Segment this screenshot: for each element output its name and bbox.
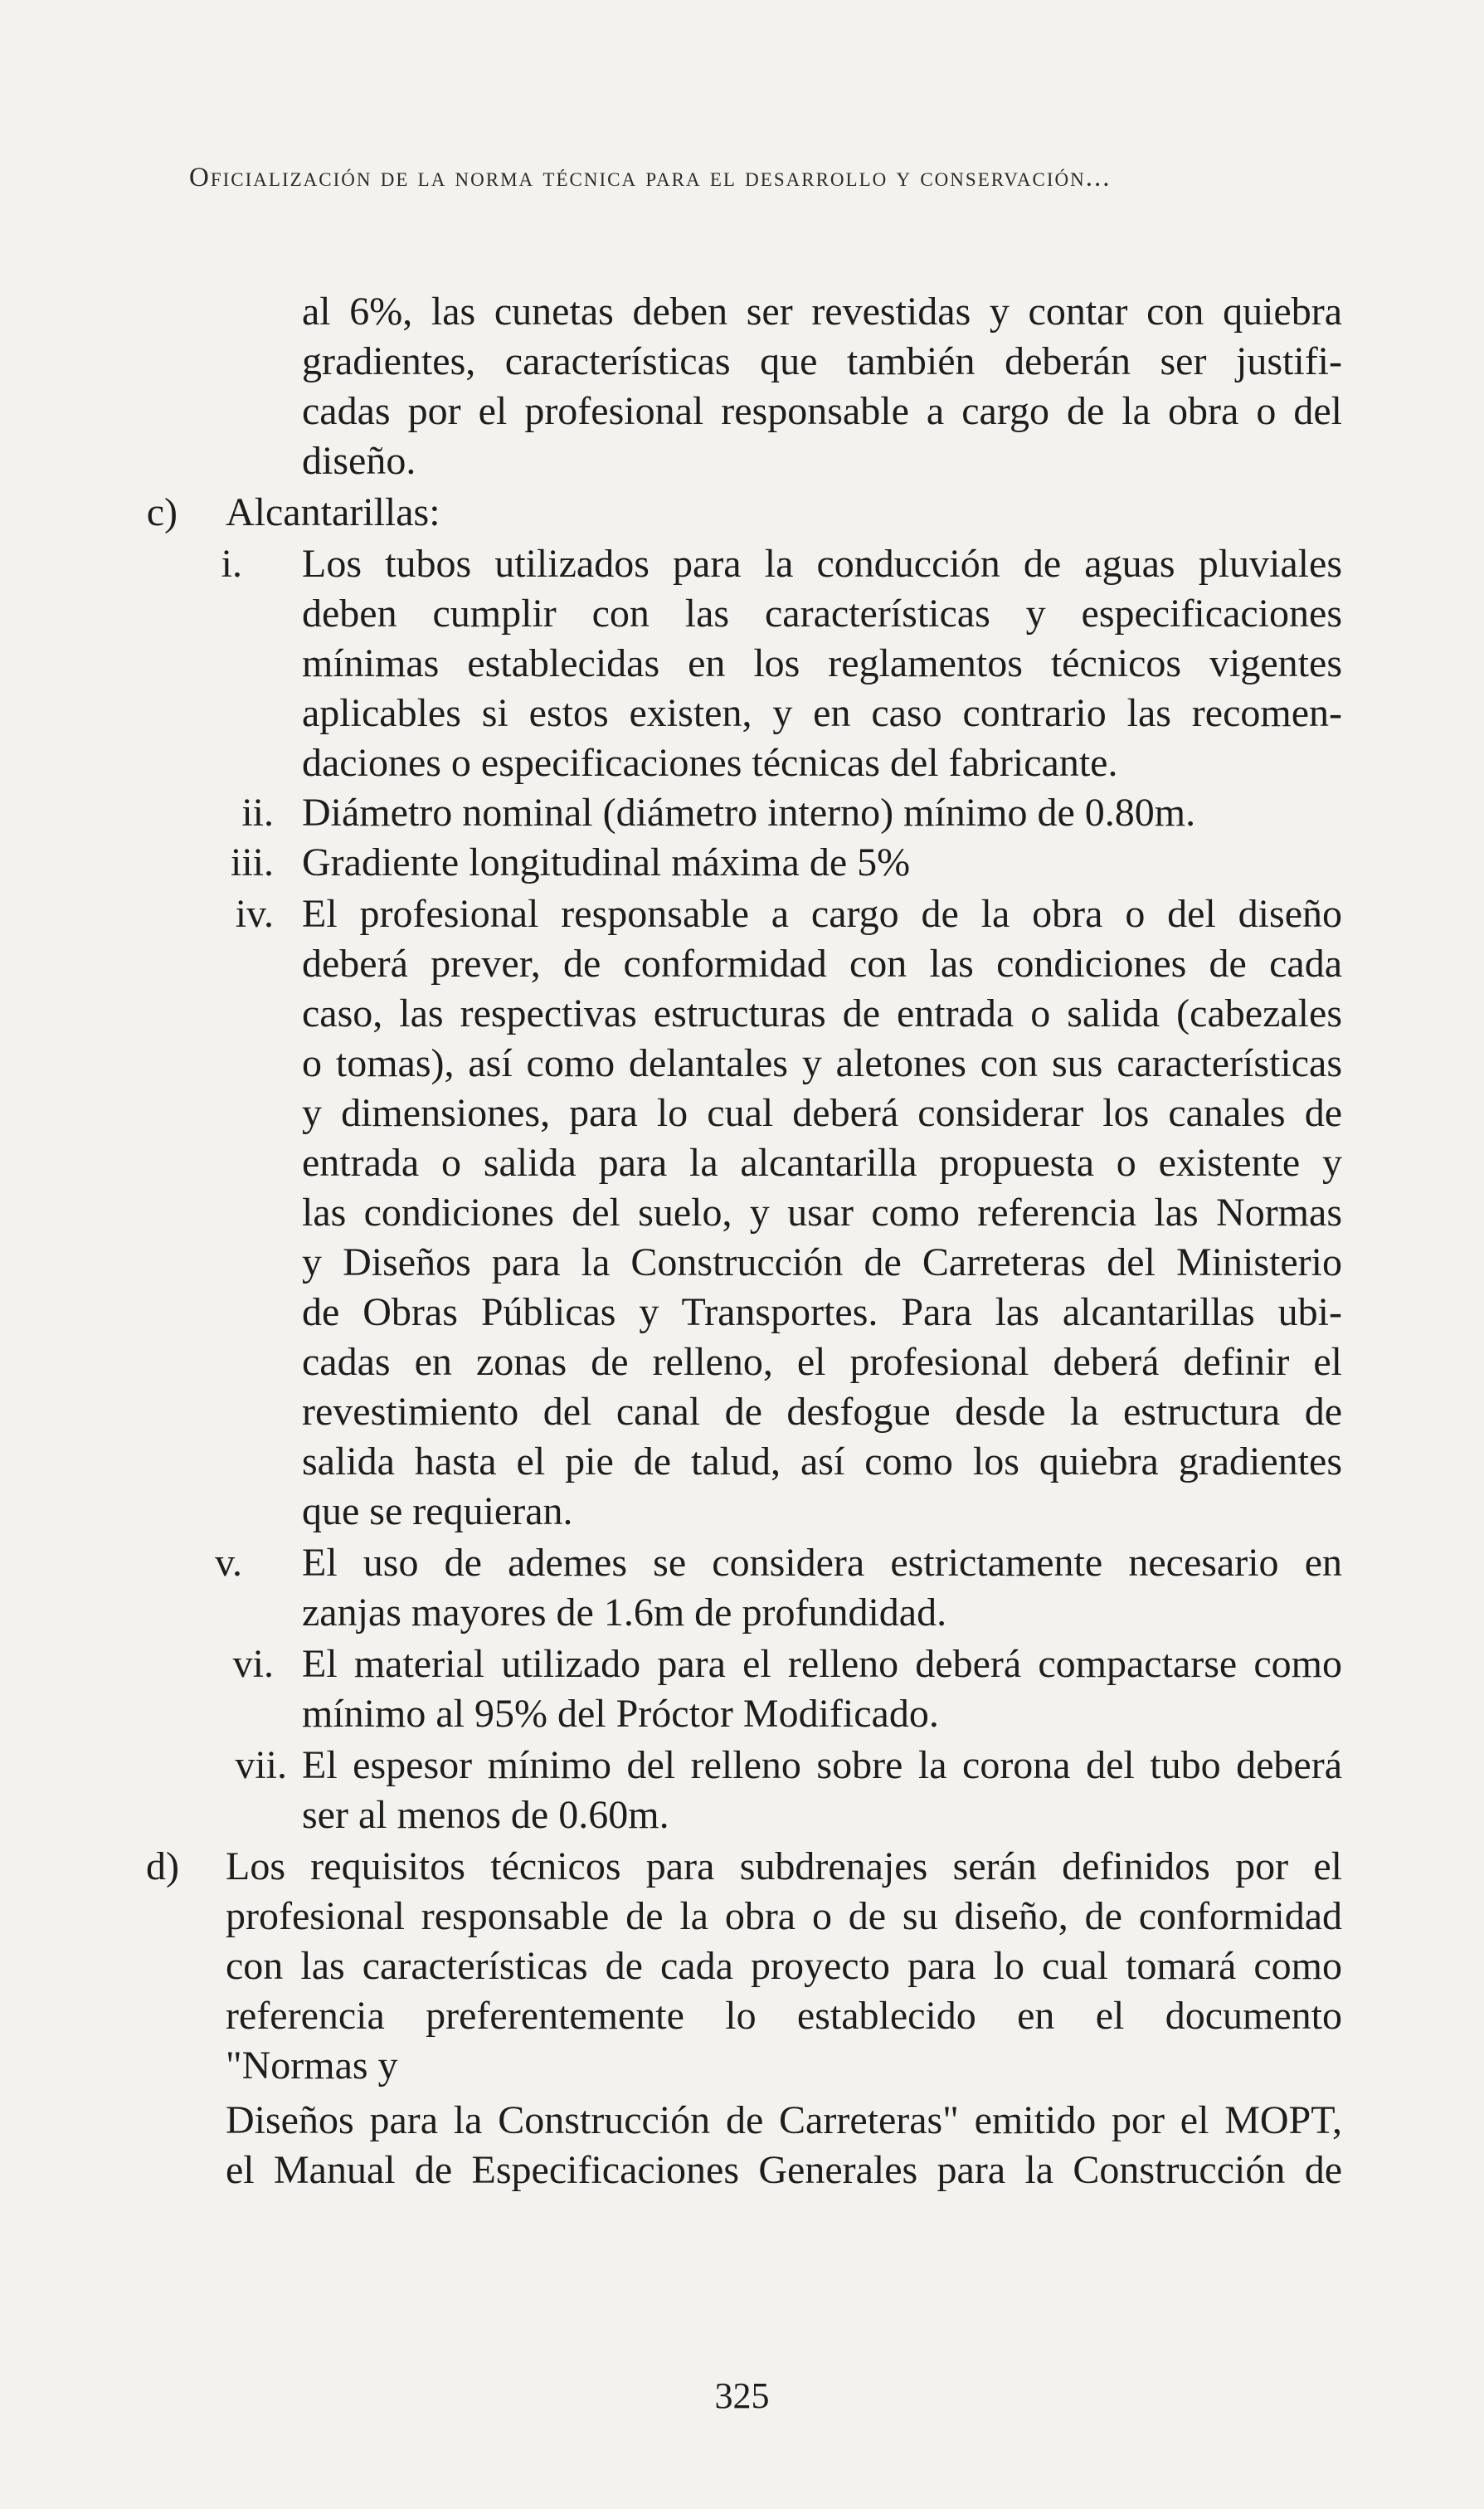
list-marker: c) [146,490,178,534]
text-line: Diámetro nominal (diámetro interno) mínimo de 0.80m. [302,791,1196,835]
text-line: o tomas), así como delantales y aletones con sus características [302,1041,1342,1085]
list-marker: v. [215,1541,242,1585]
text-line: cadas en zonas de relleno, el profesional deberá definir el [302,1340,1342,1384]
section-title: Alcantarillas: [226,490,440,534]
text-line: zanjas mayores de 1.6m de profundidad. [302,1591,947,1635]
text-line: Diseños para la Construcción de Carreteras" emitido por el MOPT, [226,2098,1342,2142]
text-line: y dimensiones, para lo cual deberá considerar los canales de [302,1091,1342,1135]
text-line: deben cumplir con las características y especificaciones [302,592,1342,636]
text-line: gradientes, características que también deberán ser justifi- [302,339,1342,383]
text-line: las condiciones del suelo, y usar como referencia las Normas [302,1191,1342,1235]
text-line: de Obras Públicas y Transportes. Para las alcantarillas ubi- [302,1290,1342,1334]
running-header: Oficialización de la norma técnica para el desarrollo y conservación... [189,163,1112,192]
list-marker: iv. [235,892,274,936]
text-line: El profesional responsable a cargo de la obra o del diseño [302,892,1342,936]
list-marker: d) [146,1844,179,1888]
text-line: Los requisitos técnicos para subdrenajes serán definidos por el [226,1844,1342,1888]
text-line: revestimiento del canal de desfogue desde la estructura de [302,1390,1342,1434]
text-line: "Normas y [226,2044,398,2088]
text-line: El material utilizado para el relleno deberá compactarse como [302,1642,1342,1686]
list-marker: ii. [241,791,274,835]
text-line: El uso de ademes se considera estrictamente necesario en [302,1541,1342,1585]
text-line: caso, las respectivas estructuras de entrada o salida (cabezales [302,991,1342,1035]
text-line: profesional responsable de la obra o de su diseño, de conformidad [226,1894,1342,1938]
text-line: cadas por el profesional responsable a cargo de la obra o del [302,389,1342,433]
text-line: ser al menos de 0.60m. [302,1793,669,1837]
text-line: El espesor mínimo del relleno sobre la corona del tubo deberá [302,1743,1342,1787]
text-line: el Manual de Especificaciones Generales para la Construcción de [226,2148,1342,2192]
text-line: aplicables si estos existen, y en caso contrario las recomen- [302,691,1342,735]
list-marker: i. [221,542,242,586]
list-marker: iii. [230,840,274,884]
text-line: Gradiente longitudinal máxima de 5% [302,840,911,884]
text-line: diseño. [302,439,416,483]
text-line: salida hasta el pie de talud, así como los quiebra gradientes [302,1440,1342,1483]
text-line: con las características de cada proyecto para lo cual tomará como [226,1944,1342,1988]
text-line: y Diseños para la Construcción de Carreteras del Ministerio [302,1240,1342,1284]
text-line: daciones o especificaciones técnicas del fabricante. [302,741,1118,785]
list-marker: vi. [232,1642,274,1686]
text-line: Los tubos utilizados para la conducción de aguas pluviales [302,542,1342,586]
text-line: entrada o salida para la alcantarilla propuesta o existente y [302,1141,1342,1185]
list-marker: vii. [235,1743,287,1787]
page-number: 325 [714,2375,770,2416]
text-line: que se requieran. [302,1489,573,1533]
text-line: mínimas establecidas en los reglamentos técnicos vigentes [302,641,1342,685]
text-line: al 6%, las cunetas deben ser revestidas y contar con quiebra [302,290,1342,334]
text-line: deberá prever, de conformidad con las condiciones de cada [302,942,1342,986]
text-line: referencia preferentemente lo establecido en el documento [226,1994,1342,2038]
text-line: mínimo al 95% del Próctor Modificado. [302,1692,939,1736]
